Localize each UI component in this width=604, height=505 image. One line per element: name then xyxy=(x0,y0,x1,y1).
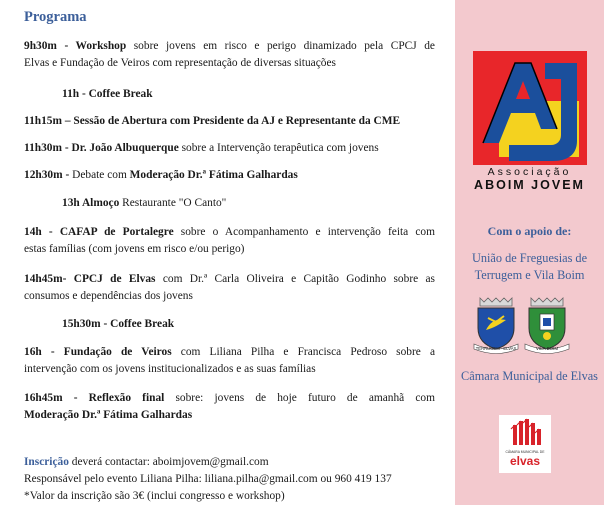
program-item-debate: 12h30m - Debate com Moderação Dr.ª Fátima Galhardas xyxy=(24,169,298,181)
registration-price: *Valor da inscrição são 3€ (inclui congresso e workshop) xyxy=(24,490,285,502)
program-item-coffee-2: 15h30m - Coffee Break xyxy=(62,318,175,330)
vila-boim-coat-of-arms-icon xyxy=(523,296,571,354)
registration-contact: Responsável pelo evento Liliana Pilha: liliana.pilha@gmail.com ou 960 419 137 xyxy=(24,473,392,485)
support-heading: Com o apoio de: xyxy=(487,224,572,238)
sponsor-sidebar xyxy=(455,0,604,505)
program-item-veiros: 16h - Fundação de Veiros com Liliana Pilha e Francisca Pedroso sobre a xyxy=(24,346,435,358)
registration-line: Inscrição deverá contactar: aboimjovem@gmail.com xyxy=(24,456,269,468)
parish-union-name: União de Freguesias de Terrugem e Vila Boim xyxy=(471,251,588,282)
elvas-municipality-logo xyxy=(499,415,551,473)
program-item-reflexao: 16h45m - Reflexão final sobre: jovens de hoje futuro de amanhã com xyxy=(24,392,435,404)
program-item-cafap-cont: estas famílias (com jovens em risco e/ou perigo) xyxy=(24,243,245,255)
program-heading: Programa xyxy=(24,9,87,25)
program-item-opening: 11h15m – Sessão de Abertura com Presidente da AJ e Representante da CME xyxy=(24,115,401,127)
association-label: Associação xyxy=(487,166,572,178)
svg-text:VILA BOIM: VILA BOIM xyxy=(535,346,559,351)
program-item-coffee-1: 11h - Coffee Break xyxy=(62,88,153,100)
program-item-workshop: 9h30m - Workshop sobre jovens em risco e perigo dinamizado pela CPCJ de xyxy=(24,40,435,52)
program-item-veiros-cont: intervenção com os jovens institucionalizados e as suas famílias xyxy=(24,363,316,375)
aboim-jovem-logo xyxy=(473,51,587,165)
program-item-cpcj-cont: consumos e dependências dos jovens xyxy=(24,290,193,302)
municipality-name: Câmara Municipal de Elvas xyxy=(461,369,598,383)
program-item-lunch: 13h Almoço Restaurante "O Canto" xyxy=(62,197,227,209)
association-name: ABOIM JOVEM xyxy=(474,178,585,192)
program-item-cpcj: 14h45m- CPCJ de Elvas com Dr.ª Carla Oliveira e Capitão Godinho sobre as xyxy=(24,273,435,285)
program-item-reflexao-cont: Moderação Dr.ª Fátima Galhardas xyxy=(24,409,193,421)
program-item-workshop-cont: Elvas e Fundação de Veiros com representação de diversas situações xyxy=(24,57,336,69)
program-item-cafap: 14h - CAFAP de Portalegre sobre o Acompanhamento e intervenção feita com xyxy=(24,226,435,238)
terrugem-coat-of-arms-icon xyxy=(472,296,520,354)
svg-text:CÂMARA MUNICIPAL DE: CÂMARA MUNICIPAL DE xyxy=(505,450,545,454)
svg-text:elvas: elvas xyxy=(509,454,541,468)
program-item-albuquerque: 11h30m - Dr. João Albuquerque sobre a Intervenção terapêutica com jovens xyxy=(24,142,379,154)
svg-text:TERRUGEM - ELVAS: TERRUGEM - ELVAS xyxy=(475,346,517,351)
